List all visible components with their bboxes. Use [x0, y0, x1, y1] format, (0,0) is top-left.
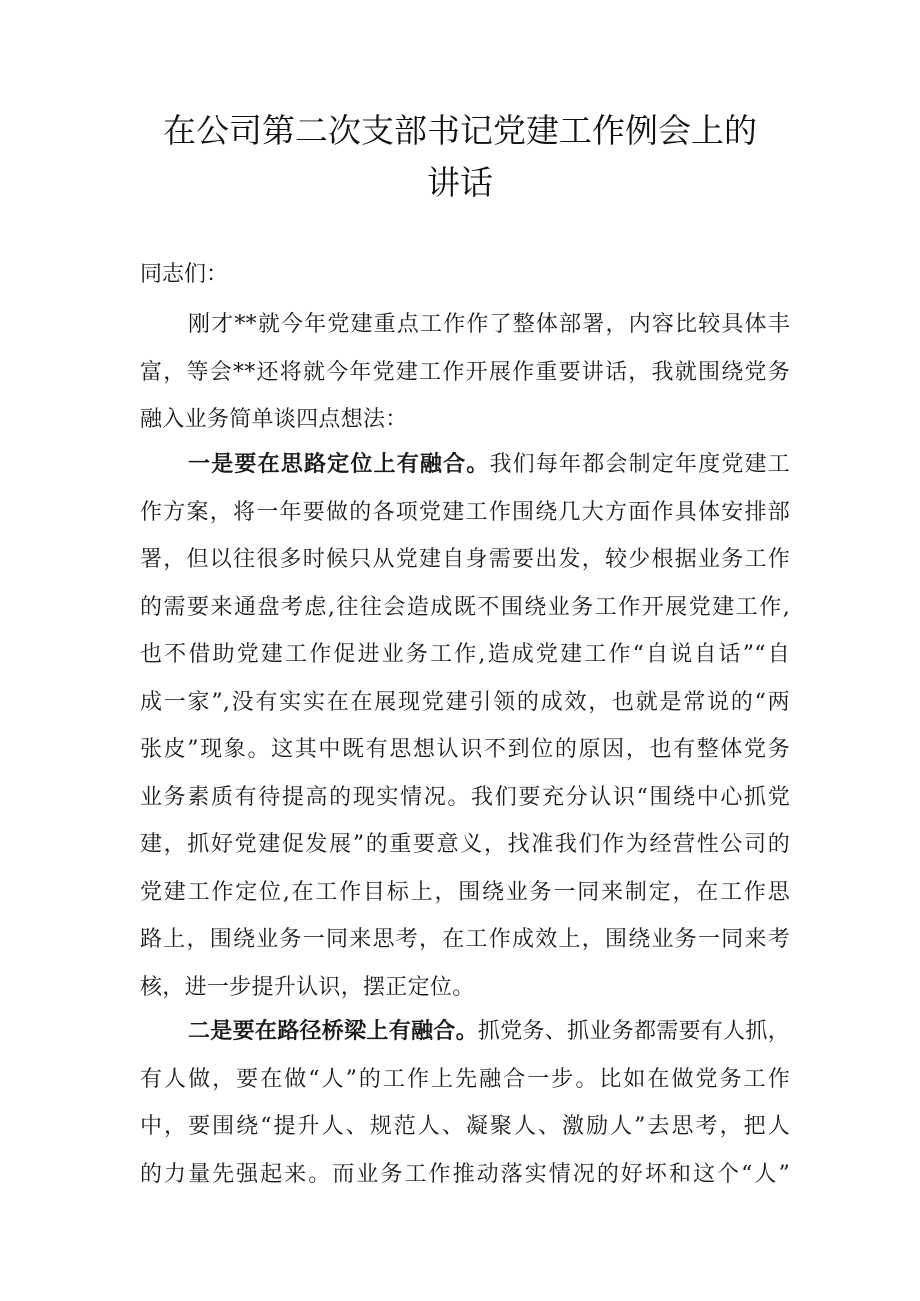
paragraph-line: 有人做，要在做“人”的工作上先融合一步。比如在做党务工作 — [140, 1066, 790, 1092]
paragraph-line: 也不借助党建工作促进业务工作,造成党建工作“自说自话”“自 — [140, 642, 790, 667]
paragraph-line: 刚才**就今年党建重点工作作了整体部署，内容比较具体丰 — [188, 312, 790, 337]
paragraph-line: 富，等会**还将就今年党建工作开展作重要讲话，我就围绕党务 — [140, 359, 790, 385]
paragraph-line: 业务素质有待提高的现实情况。我们要充分认识“围绕中心抓党 — [140, 784, 790, 810]
paragraph-line: 的力量先强起来。而业务工作推动落实情况的好坏和这个“人” — [140, 1161, 790, 1187]
paragraph-line — [140, 1008, 790, 1056]
paragraph-line — [140, 441, 790, 489]
document-title-line-1: 在公司第二次支部书记党建工作例会上的 — [163, 111, 757, 150]
paragraph-line-text: 我们每年都会制定年度党建工 — [489, 452, 791, 477]
paragraph-line: 融入业务简单谈四点想法： — [140, 407, 408, 432]
paragraph-line: 中，要围绕“提升人、规范人、凝聚人、激励人”去思考，把人 — [140, 1114, 790, 1139]
paragraph-lead-heading: 一是要在思路定位上有融合。 — [188, 452, 490, 477]
paragraph-line: 建，抓好党建促发展”的重要意义，找准我们作为经营性公司的 — [140, 832, 790, 857]
paragraph-line: 张皮”现象。这其中既有思想认识不到位的原因，也有整体党务 — [140, 737, 790, 762]
paragraph-intro — [140, 301, 790, 444]
paragraph-line: 党建工作定位,在工作目标上，围绕业务一同来制定，在工作思 — [140, 879, 790, 905]
paragraph-line: 的需要来通盘考虑,往往会造成既不围绕业务工作开展党建工作, — [140, 594, 790, 620]
paragraph-line: 成一家”,没有实实在在展现党建引领的成效，也就是常说的“两 — [140, 689, 790, 715]
paragraph-line: 路上，围绕业务一同来思考，在工作成效上，围绕业务一同来考 — [140, 927, 790, 952]
paragraph-point-two — [140, 1008, 790, 1198]
salutation: 同志们： — [140, 262, 229, 287]
paragraph-lead-heading: 二是要在路径桥梁上有融合。 — [188, 1019, 478, 1044]
paragraph-line: 核，进一步提升认识，摆正定位。 — [140, 974, 475, 1000]
paragraph-point-one — [140, 441, 790, 1011]
paragraph-line-text: 抓党务、抓业务都需要有人抓， — [477, 1019, 791, 1044]
paragraph-line: 作方案，将一年要做的各项党建工作围绕几大方面作具体安排部 — [140, 499, 790, 525]
paragraph-line: 署，但以往很多时候只从党建自身需要出发，较少根据业务工作 — [140, 547, 790, 572]
document-title-line-2: 讲话 — [427, 163, 493, 202]
